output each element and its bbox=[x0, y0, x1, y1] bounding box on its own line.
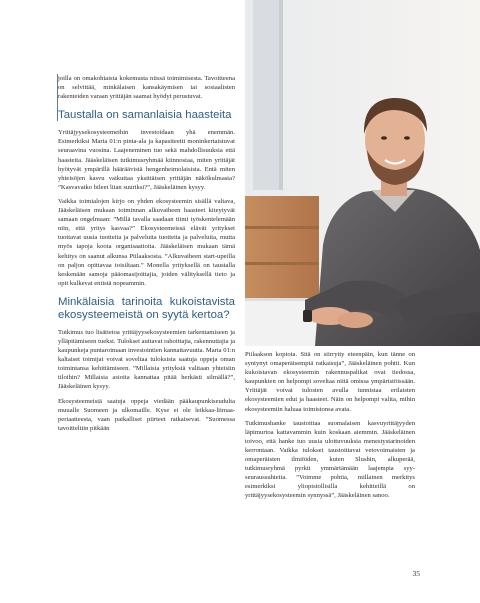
right-paragraph-1: Piilaakson kopiota. Sitä on siirrytty eteenpäin, kun tänne on syntynyt omaperäisempiä ratkaisuja”, Jääskeläinen pohtii. Kun kukoistavan ekosysteemin rakennuspalikat ovat tiedossa, kaupunkien on helpompi soveltaa niitä omissa ympäristöissään. Yrittäjät voivat tulosten avulla tunnistaa erilaisten ekosysteemien edut ja haasteet. Näin on helpompi valita, mihin ekosysteemiin haluaa toimistonsa avata. bbox=[245, 351, 415, 413]
section-heading-1: Taustalla on samanlaisia haasteita bbox=[58, 109, 232, 122]
right-text-column bbox=[245, 350, 415, 506]
paragraph-2: Vaikka toimialojen kirjo on yhden ekosysteemin sisällä valtava, Jääskeläisen mukaan toiminnan alkuvaiheen haasteet kiteytyvät samaan ongelmaan: ”Millä tavalla saadaan tiimi työskentelemään niin, että yritys kasvaa?” Ekosysteemeissä elävät yritykset tuottavat uusia tuotteita ja palveluita tuotteita ja palveluita, mutta myös tapoja koota organisaatioita. Jääskeläisen mukaan tämä kehitys on saanut alkunsa Piilaaksosta. ”Alkuvaiheen start-upeilla on paljon opittavaa toisiltaan.” Monella yrityksellä on taustalla keskenään samoja pääomasijoittajia, joiden välityksellä tieto ja opit kulkevat entistä nopeammin. bbox=[58, 197, 235, 287]
right-paragraph-2: Tutkimushanke taustoittaa suomalaisen kasvuyrittäjyyden läpimurtoa kattavammin kuin koskaan aiemmin. Jääskeläinen toivoo, että hanke tuo uusia ulottuvuuksia menestystarinoiden kerrontaan. Vaikka tulokset taustoittavat vetovoimaisten ja omaperäisten ilmiöiden, kuten Slushin, alkuperää, tutkimusryhmä pyrkii ymmärtämään laajempia syy-seuraussuhteita. ”Voimme pohtia, millainen merkitys esimerkiksi yliopistollisilla kehitteillä on yrittäjyysekosysteemin synnyssä”, Jääskeläinen sanoo. bbox=[245, 419, 415, 500]
paragraph-3: Tutkimus tuo lisätietoa yrittäjyysekosysteemien tarkentamiseen ja ylläpitämiseen tueksi. Tulokset auttavat rahoittajia, rakennuttajia ja kaupunkeja puntaroimaan investointien kannattavuutta. Maria 01:n kaltaiset toimijat voivat soveltaa tuloksista saatuja oppeja oman toimintansa kehittämiseen. ”Millaisia yrityksiä valitaan yhteisiin tiloihin? Millaisia asioita kannattaa pitää herkästi silmällä?”, Jääskeläinen kysyy. bbox=[58, 328, 235, 391]
paragraph-4: Ekosysteemeistä saatuja oppeja viedään pääkaupunkiseudulta muualle Suomeen ja ulkomaille. Kyse ei ole leikkaa-liimaa-periaatteesta, vaan paikalliset piirteet ratkaisevat. ”Suomessa tavoitteltiin pitkään bbox=[58, 397, 235, 432]
section-heading-2: Minkälaisia tarinoita kukoistavista ekosysteemeistä on syytä kertoa? bbox=[58, 295, 235, 321]
page-number: 35 bbox=[412, 569, 420, 578]
portrait-photo bbox=[245, 0, 480, 346]
paragraph-1: Yrittäjyysekosysteemeihin investoidaan yhä enemmän. Esimerkiksi Maria 01:n pinta-ala ja kapasiteetti moninkertaistuvat seuraavina vuosina. Laajeneminen tuo sekä mahdollisuuksia että haasteita. Jääskeläisen tutkimusryhmää kiinnostaa, miten yrittäjät hyötyvät ympärillä hääräävistä hengenheimolaisista. Entä miten yhteisöjen kasvu vaikuttaa yksittäisen yrittäjän näkökulmasta? ”Kasvavatko bileet liian suuriksi?”, Jääskeläinen kysyy. bbox=[58, 129, 235, 191]
portrait-illustration bbox=[245, 0, 480, 346]
left-text-column bbox=[58, 74, 235, 438]
intro-paragraph: joilla on omakohtaista kokemusta niissä toimimisesta. Tavoitteena on selvittää, minkälaisen kansakäymisen tai sosiaalisten rakenteiden varaan yrittäjän saamat hyödyt perustuvat. bbox=[58, 75, 235, 101]
